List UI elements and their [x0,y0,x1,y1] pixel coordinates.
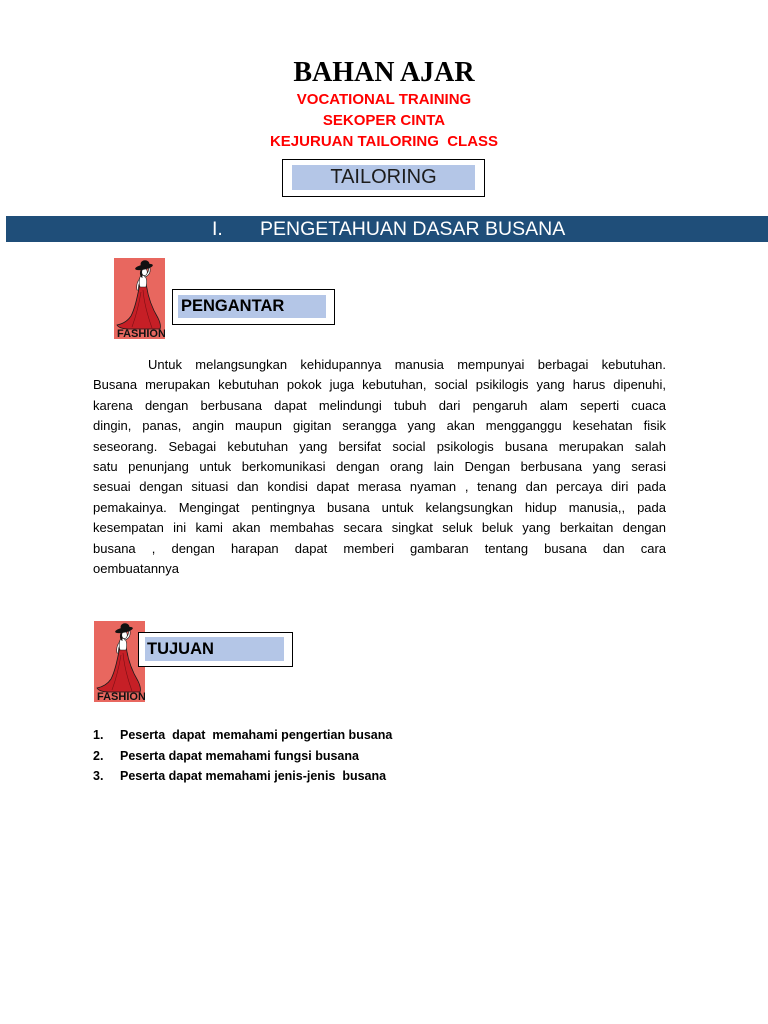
fashion-logo-image [114,258,165,339]
paragraph-line: Busana merupakan kebutuhan pokok juga kebutuhan, social psikilogis yang harus dipenuhi, [93,377,666,393]
objectives-list [93,725,613,787]
document-title: BAHAN AJAR [293,57,475,88]
document-subtitles [0,89,768,152]
paragraph-line: oembuatannya [93,560,180,576]
list-item [93,766,613,787]
subject-label: TAILORING [292,165,475,190]
paragraph-line: seseorang. Sebagai kebutuhan yang bersifat social psikologis busana merupakan salah [93,438,666,454]
list-item [93,746,613,767]
section-title: PENGETAHUAN DASAR BUSANA [260,218,566,240]
list-item-number: 1. [93,728,104,742]
intro-paragraph [93,355,666,579]
paragraph-line: busana , dengan harapan dapat memberi gambaran tentang busana dan cara [93,540,666,556]
paragraph-line: sesuai dengan situasi dan kondisi dapat merasa nyaman , tenang dan percaya diri pada [93,479,666,495]
section-number: I. [212,218,223,240]
subtitle-line: VOCATIONAL TRAINING [296,91,472,108]
list-item-number: 3. [93,769,104,783]
subtitle-line: SEKOPER CINTA [322,112,446,129]
paragraph-line: kesempatan ini kami akan membahas secara singkat seluk beluk yang berkaitan dengan [93,520,666,536]
subject-label-box [282,159,485,197]
paragraph-line: karena dengan berbusana dapat melindungi tubuh dari pengaruh alam seperti cuaca [93,397,666,413]
list-item-text: Peserta dapat memahami fungsi busana [120,748,359,763]
paragraph-line: pemakainya. Mengingat pentingnya busana untuk kelangsungkan hidup manusia,, pada [93,499,666,515]
paragraph-line: Untuk melangsungkan kehidupannya manusia mempunyai berbagai kebutuhan. [148,357,666,372]
list-item-number: 2. [93,748,104,763]
list-item-text: Peserta dapat memahami jenis-jenis busana [120,769,387,783]
paragraph-line: satu penunjang untuk berkomunikasi dengan orang lain Dengan berbusana yang serasi [93,458,666,474]
pengantar-heading-box [172,289,335,325]
subtitle-line: KEJURUAN TAILORING CLASS [269,133,499,150]
list-item-text: Peserta dapat memahami pengertian busana [120,728,393,742]
tujuan-heading-box [138,632,293,667]
paragraph-line: dingin, panas, angin maupun gigitan serangga yang akan mengganggu kesehatan fisik [93,418,666,434]
tujuan-heading: TUJUAN [145,637,284,661]
pengantar-heading: PENGANTAR [178,295,326,318]
list-item [93,725,613,746]
section-heading-banner [6,216,768,242]
